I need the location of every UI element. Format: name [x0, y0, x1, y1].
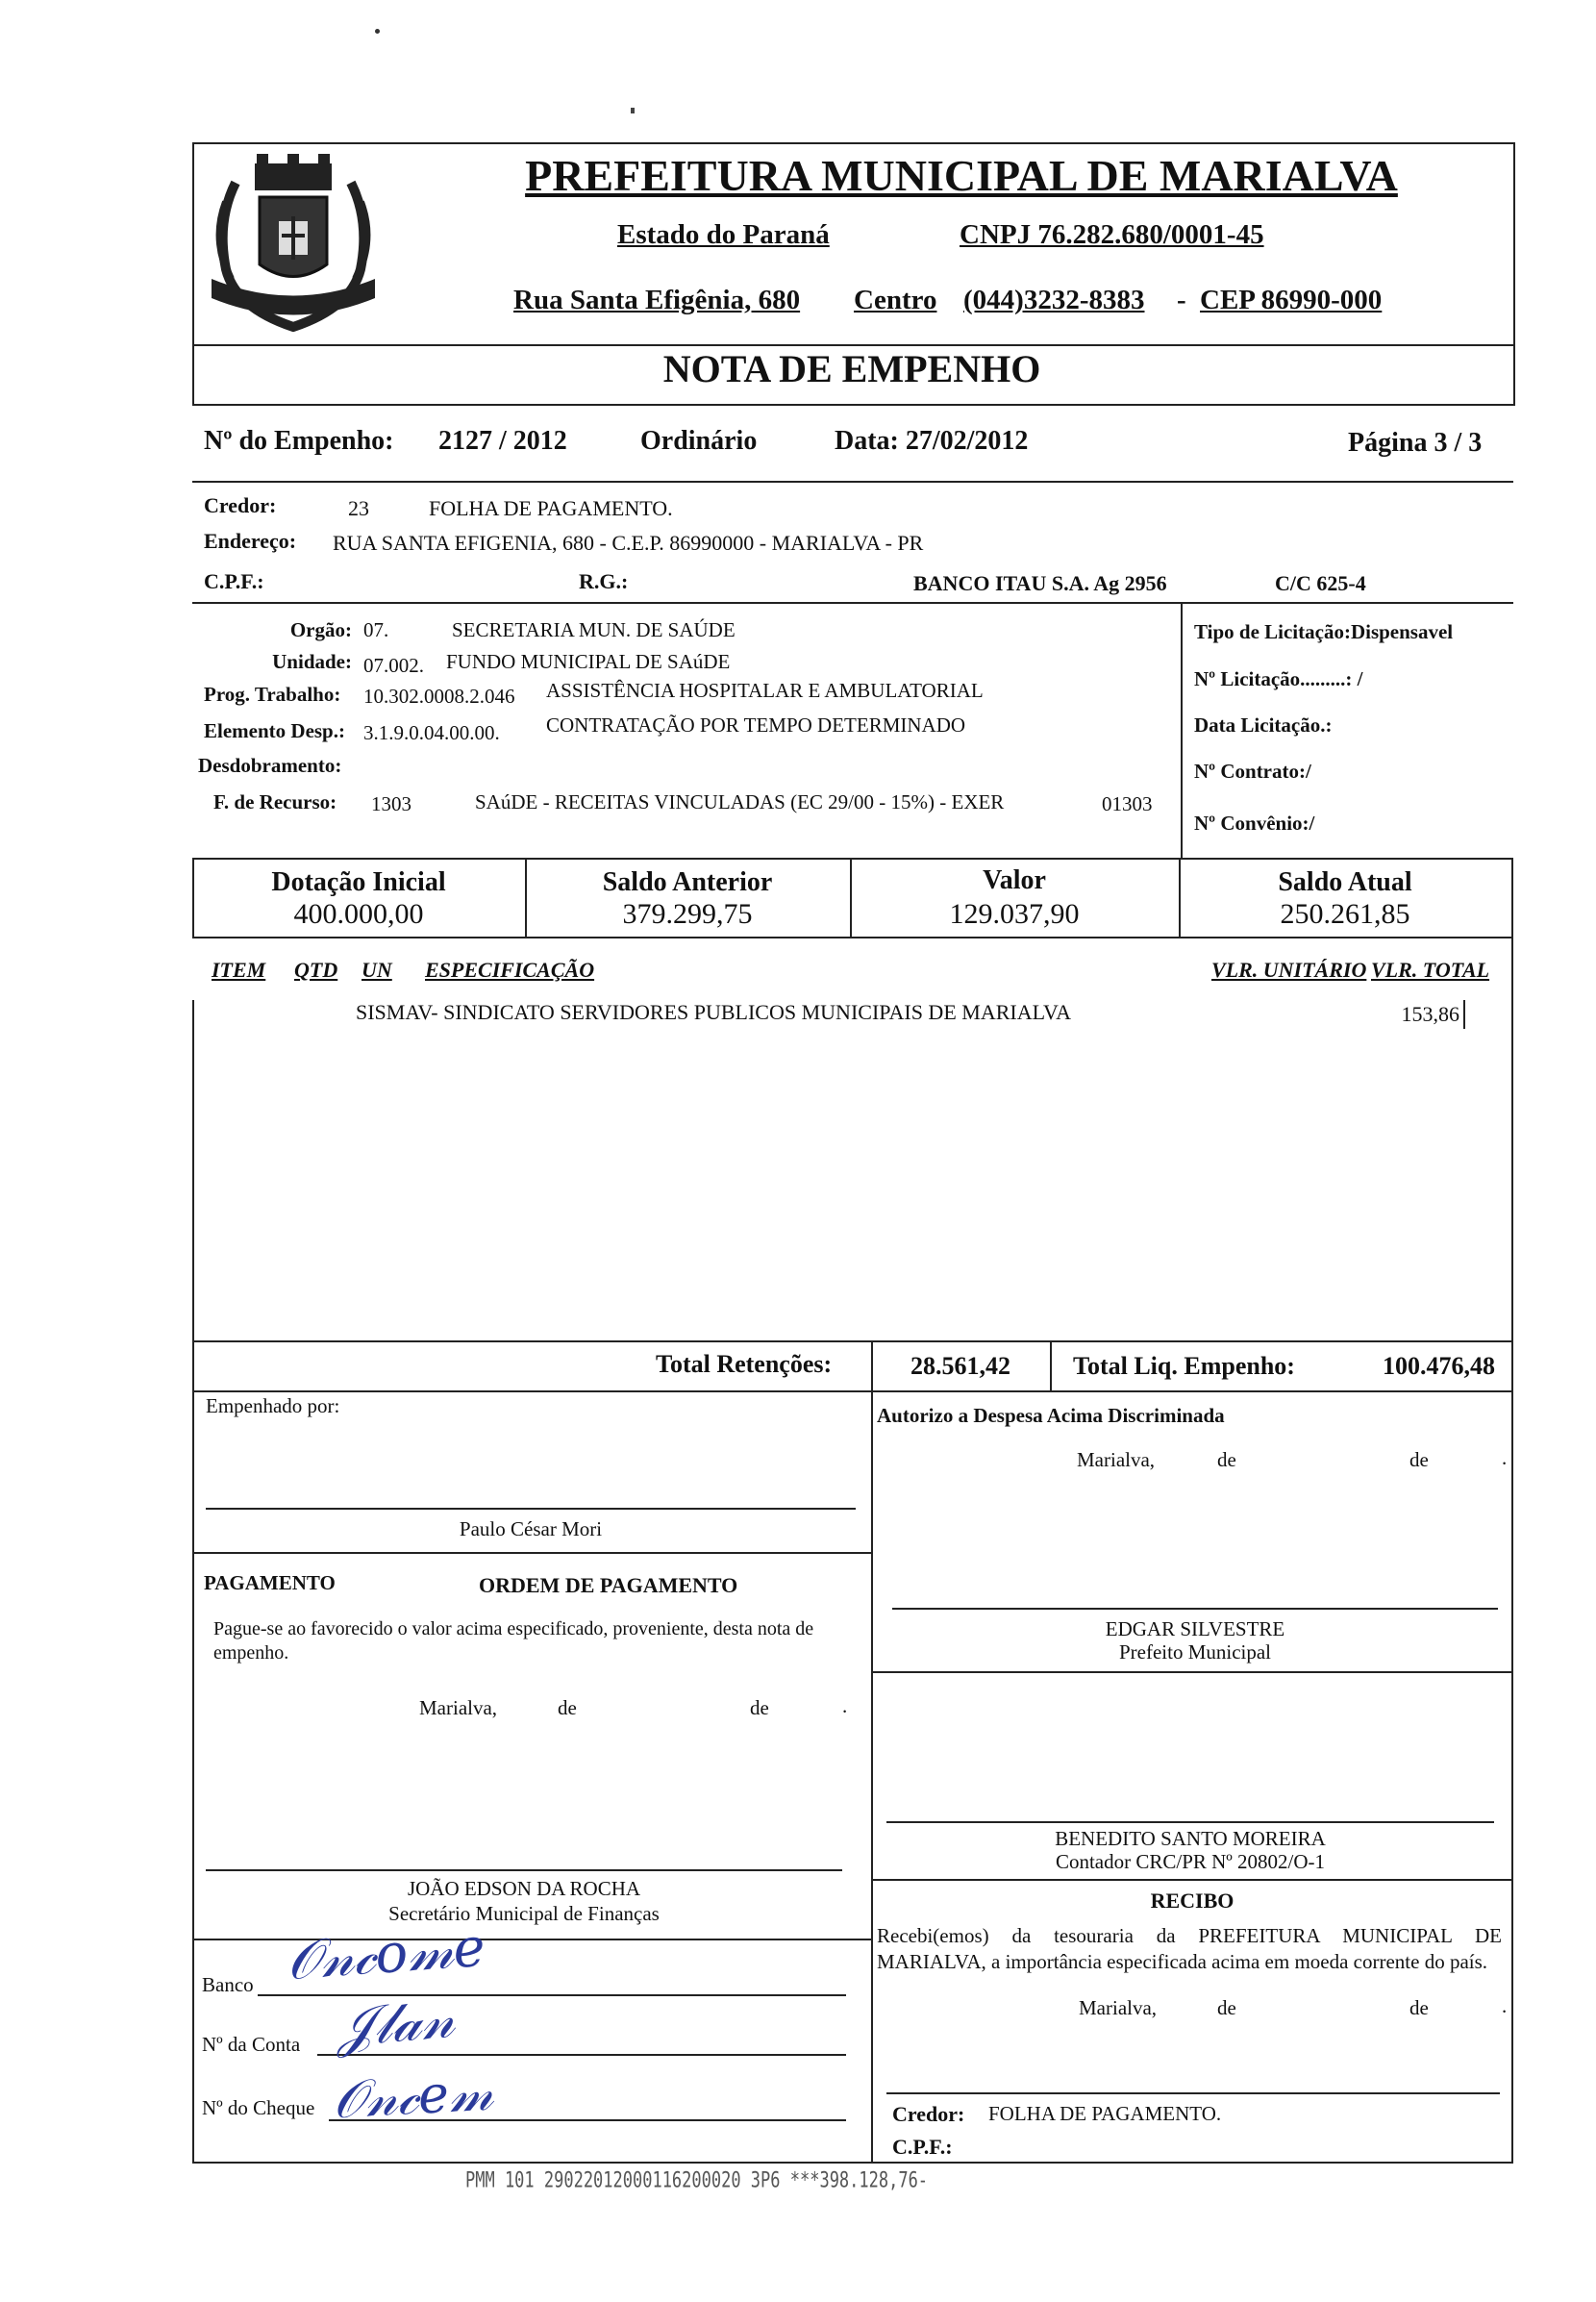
total-retencoes-value: 28.561,42 [910, 1352, 1010, 1380]
cep-separator: - [1177, 285, 1186, 315]
col-header-especificacao: ESPECIFICAÇÃO [425, 958, 595, 982]
autorizo-day-de: de [1217, 1448, 1236, 1471]
numero-convenio: Nº Convênio:/ [1194, 812, 1315, 835]
credor-label: Credor: [204, 493, 277, 517]
recibo-credor-value: FOLHA DE PAGAMENTO. [988, 2102, 1222, 2125]
divider [192, 1552, 871, 1554]
item-row-total: 153,86 [1401, 1002, 1459, 1026]
contador-name: BENEDITO SANTO MOREIRA [1055, 1827, 1326, 1850]
coat-of-arms-logo [197, 144, 389, 337]
pagamento-dot: . [842, 1694, 848, 1717]
signature-line [206, 1508, 856, 1510]
secretario-title: Secretário Municipal de Finanças [388, 1902, 660, 1925]
divider [192, 2162, 1513, 2164]
item-row-description: SISMAV- SINDICATO SERVIDORES PUBLICOS MUNICIPAIS DE MARIALVA [356, 1000, 1071, 1024]
unidade-label: Unidade: [272, 650, 352, 673]
tipo-licitacao: Tipo de Licitação:Dispensavel [1194, 620, 1454, 643]
document-title: NOTA DE EMPENHO [662, 347, 1041, 390]
recibo-text: Recebi(emos) da tesouraria da PREFEITURA MUNICIPAL DE MARIALVA, a importância especificada acima em moeda corrente do país. [877, 1924, 1502, 1973]
recurso-label: F. de Recurso: [213, 790, 337, 813]
total-liquido-value: 100.476,48 [1383, 1352, 1495, 1380]
divider [871, 1879, 1513, 1881]
divider [192, 1000, 194, 2162]
contador-title: Contador CRC/PR Nº 20802/O-1 [1055, 1850, 1326, 1873]
district: Centro [854, 285, 937, 315]
orgao-label: Orgão: [289, 618, 352, 641]
divider [871, 1671, 1513, 1673]
divider [192, 1340, 1513, 1342]
prefeito-title: Prefeito Municipal [1118, 1640, 1272, 1664]
empenho-date: Data: 27/02/2012 [835, 426, 1029, 456]
prog-name: ASSISTÊNCIA HOSPITALAR E AMBULATORIAL [546, 679, 984, 702]
divider [1050, 1340, 1052, 1390]
empenho-type: Ordinário [640, 426, 758, 456]
divider [871, 1340, 873, 2162]
pagamento-text: Pague-se ao favorecido o valor acima especificado, proveniente, desta nota de empenho. [213, 1618, 814, 1664]
pagamento-label: PAGAMENTO [204, 1571, 336, 1594]
col-header-un: UN [362, 958, 392, 982]
elemento-name: CONTRATAÇÃO POR TEMPO DETERMINADO [546, 713, 966, 737]
endereco-label: Endereço: [204, 529, 297, 553]
bank-account: BANCO ITAU S.A. Ag 2956 [913, 571, 1167, 595]
saldo-atual-label: Saldo Atual [1278, 867, 1412, 897]
recibo-day-de: de [1217, 1996, 1236, 2019]
banco-label: Banco [202, 1973, 254, 1996]
saldo-anterior-value: 379.299,75 [622, 898, 753, 930]
conta-handwritten-signature: 𝒥𝓁𝒶𝓃 [334, 1987, 458, 2061]
empenho-number: 2127 / 2012 [438, 426, 567, 456]
prog-code: 10.302.0008.2.046 [363, 685, 515, 708]
cpf-label: C.P.F.: [204, 569, 264, 593]
autorizo-label: Autorizo a Despesa Acima Discriminada [877, 1404, 1225, 1427]
cep: CEP 86990-000 [1200, 285, 1383, 315]
recurso-number: 01303 [1102, 792, 1153, 815]
autorizo-dot: . [1502, 1446, 1508, 1469]
unidade-code: 07.002. [363, 654, 424, 677]
recurso-code: 1303 [371, 792, 411, 815]
credor-name: FOLHA DE PAGAMENTO. [429, 496, 673, 520]
recibo-place: Marialva, [1079, 1996, 1158, 2019]
cnpj: CNPJ 76.282.680/0001-45 [960, 219, 1264, 250]
numero-cheque-label: Nº do Cheque [202, 2096, 315, 2119]
numero-licitacao: Nº Licitação.........: / [1194, 667, 1363, 690]
scan-speck [375, 29, 380, 34]
empenho-number-label: Nº do Empenho: [204, 426, 394, 456]
recibo-dot: . [1502, 1994, 1508, 2017]
col-header-vlr-unitario: VLR. UNITÁRIO [1211, 958, 1367, 982]
credor-code: 23 [348, 496, 369, 520]
pagamento-day-de: de [558, 1696, 577, 1719]
recibo-month-de: de [1409, 1996, 1429, 2019]
signature-line [886, 2092, 1500, 2094]
data-licitacao: Data Licitação.: [1194, 713, 1333, 737]
recibo-credor-label: Credor: [892, 2102, 965, 2126]
divider [192, 1390, 1513, 1392]
banco-handwritten-signature: 𝒪𝓃𝒸𝑜𝓂𝑒 [284, 1915, 487, 1993]
numero-conta-label: Nº da Conta [202, 2033, 301, 2056]
footer-code: PMM 101 29022012000116200020 3P6 ***398.128,76- [465, 2168, 929, 2193]
recibo-cpf-label: C.P.F.: [892, 2135, 953, 2159]
divider [1511, 858, 1513, 2162]
state-name: Estado do Paraná [617, 219, 830, 250]
secretario-name: JOÃO EDSON DA ROCHA [407, 1877, 641, 1900]
empenhado-por-name: Paulo César Mori [459, 1517, 603, 1540]
divider [192, 858, 1513, 860]
divider [1181, 602, 1183, 858]
numero-contrato: Nº Contrato:/ [1194, 760, 1311, 783]
recurso-name: SAúDE - RECEITAS VINCULADAS (EC 29/00 - 15%) - EXER [475, 790, 1005, 813]
scan-speck [631, 108, 635, 113]
street-address: Rua Santa Efigênia, 680 [513, 285, 801, 315]
cheque-handwritten-signature: 𝒪𝓃𝒸𝑒𝓂 [331, 2061, 495, 2131]
phone: (044)3232-8383 [963, 285, 1145, 315]
divider [1463, 1000, 1465, 1029]
divider [192, 481, 1513, 483]
orgao-code: 07. [363, 618, 389, 641]
bank-cc: C/C 625-4 [1275, 571, 1366, 595]
ordem-pagamento-title: ORDEM DE PAGAMENTO [479, 1573, 738, 1597]
prefeito-name: EDGAR SILVESTRE [1105, 1617, 1285, 1640]
desdobramento-label: Desdobramento: [198, 754, 342, 777]
pagamento-month-de: de [750, 1696, 769, 1719]
dotacao-value: 400.000,00 [293, 898, 424, 930]
elemento-label: Elemento Desp.: [204, 719, 345, 742]
recibo-title: RECIBO [1150, 1889, 1234, 1913]
signature-line [892, 1608, 1498, 1610]
municipality-title: PREFEITURA MUNICIPAL DE MARIALVA [525, 151, 1398, 200]
empenhado-por-label: Empenhado por: [206, 1394, 340, 1417]
pagamento-place: Marialva, [419, 1696, 498, 1719]
saldo-anterior-label: Saldo Anterior [602, 867, 773, 897]
col-header-qtd: QTD [294, 958, 338, 982]
divider [192, 602, 1513, 604]
elemento-code: 3.1.9.0.04.00.00. [363, 721, 500, 744]
page-number: Página 3 / 3 [1348, 428, 1483, 458]
valor-label: Valor [983, 865, 1046, 895]
autorizo-place: Marialva, [1077, 1448, 1156, 1471]
col-header-item: ITEM [212, 958, 266, 982]
total-retencoes-label: Total Retenções: [656, 1350, 833, 1378]
divider [192, 937, 1513, 938]
autorizo-month-de: de [1409, 1448, 1429, 1471]
valor-value: 129.037,90 [949, 898, 1080, 930]
dotacao-label: Dotação Inicial [271, 867, 446, 897]
rg-label: R.G.: [579, 569, 629, 593]
unidade-name: FUNDO MUNICIPAL DE SAúDE [446, 650, 731, 673]
signature-line [886, 1821, 1494, 1823]
prog-label: Prog. Trabalho: [204, 683, 341, 706]
saldo-atual-value: 250.261,85 [1280, 898, 1410, 930]
orgao-name: SECRETARIA MUN. DE SAÚDE [452, 618, 736, 641]
signature-line [206, 1869, 842, 1871]
col-header-vlr-total: VLR. TOTAL [1371, 958, 1490, 982]
endereco-value: RUA SANTA EFIGENIA, 680 - C.E.P. 86990000 - MARIALVA - PR [333, 531, 924, 555]
total-liquido-label: Total Liq. Empenho: [1073, 1352, 1295, 1380]
